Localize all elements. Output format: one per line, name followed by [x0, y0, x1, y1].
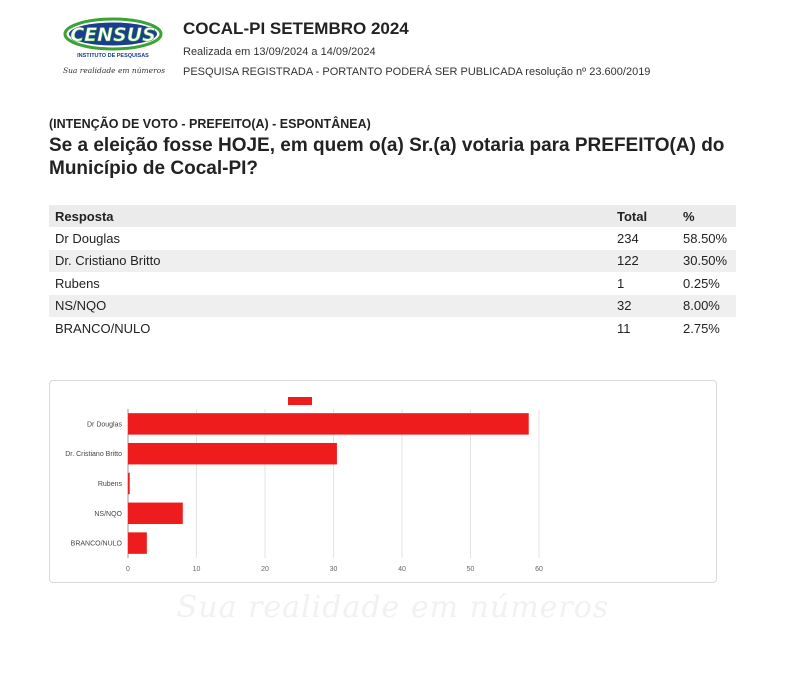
table-row [49, 295, 736, 317]
x-tick-label: 60 [535, 566, 543, 573]
cell-total: 122 [611, 250, 677, 272]
header-total: Total [611, 205, 677, 227]
legend-swatch [288, 397, 312, 405]
x-tick-label: 30 [329, 566, 338, 573]
watermark: Sua realidade em números [176, 590, 610, 625]
cell-percent: 2.75% [683, 320, 720, 336]
cell-total: 1 [617, 275, 625, 291]
table-row [49, 272, 736, 294]
table-row [49, 317, 736, 339]
x-tick-label: 10 [192, 566, 201, 573]
table-header-row [49, 205, 736, 227]
header-percent: % [677, 205, 736, 227]
bar [128, 443, 337, 464]
logo-subtext: INSTITUTO DE PESQUISAS [77, 53, 149, 59]
bar [128, 503, 183, 524]
cell-resposta: Dr Douglas [55, 231, 121, 247]
x-tick-label: 50 [466, 566, 475, 573]
category-label: BRANCO/NULO [70, 540, 122, 548]
header-resposta: Resposta [49, 205, 611, 227]
report-title: COCAL-PI SETEMBRO 2024 [183, 19, 409, 38]
x-tick-label: 0 [126, 566, 130, 573]
x-tick-label: 40 [398, 566, 406, 573]
cell-percent: 58.50% [683, 231, 728, 247]
cell-resposta: NS/NQO [49, 295, 611, 317]
bar [128, 473, 130, 494]
category-label: Rubens [97, 481, 122, 488]
cell-resposta: Dr. Cristiano Britto [49, 250, 611, 272]
results-table [49, 205, 736, 339]
table-row [49, 227, 736, 249]
cell-total: 234 [617, 231, 639, 247]
table-row [49, 250, 736, 272]
category-label: Dr Douglas [86, 421, 122, 429]
cell-total: 32 [611, 295, 677, 317]
category-label: Dr. Cristiano Britto [65, 451, 122, 459]
x-tick-label: 20 [261, 566, 269, 573]
registration-note: PESQUISA REGISTRADA - PORTANTO PODERÁ SER PUBLICADA resolução nº 23.600/2019 [183, 66, 651, 78]
cell-resposta: BRANCO/NULO [55, 320, 151, 336]
cell-percent: 0.25% [683, 275, 720, 291]
results-chart [49, 380, 717, 583]
bar-chart [50, 381, 716, 582]
cell-resposta: Rubens [55, 275, 100, 291]
bar [128, 413, 529, 434]
survey-date: Realizada em 13/09/2024 a 14/09/2024 [183, 46, 376, 58]
cell-percent: 8.00% [677, 295, 736, 317]
category-label: NS/NQO [94, 510, 122, 518]
cell-percent: 30.50% [677, 250, 736, 272]
bar [128, 532, 147, 553]
cell-total: 11 [617, 320, 631, 336]
logo-wordmark: CENSUS [70, 24, 156, 46]
question-text: Se a eleição fosse HOJE, em quem o(a) Sr.(a) votaria para PREFEITO(A) do Município de Cocal-PI? [49, 135, 725, 179]
report-header [0, 0, 786, 100]
question-category: (INTENÇÃO DE VOTO - PREFEITO(A) - ESPONTÂNEA) [49, 117, 371, 131]
logo-tagline: Sua realidade em números [62, 66, 166, 75]
